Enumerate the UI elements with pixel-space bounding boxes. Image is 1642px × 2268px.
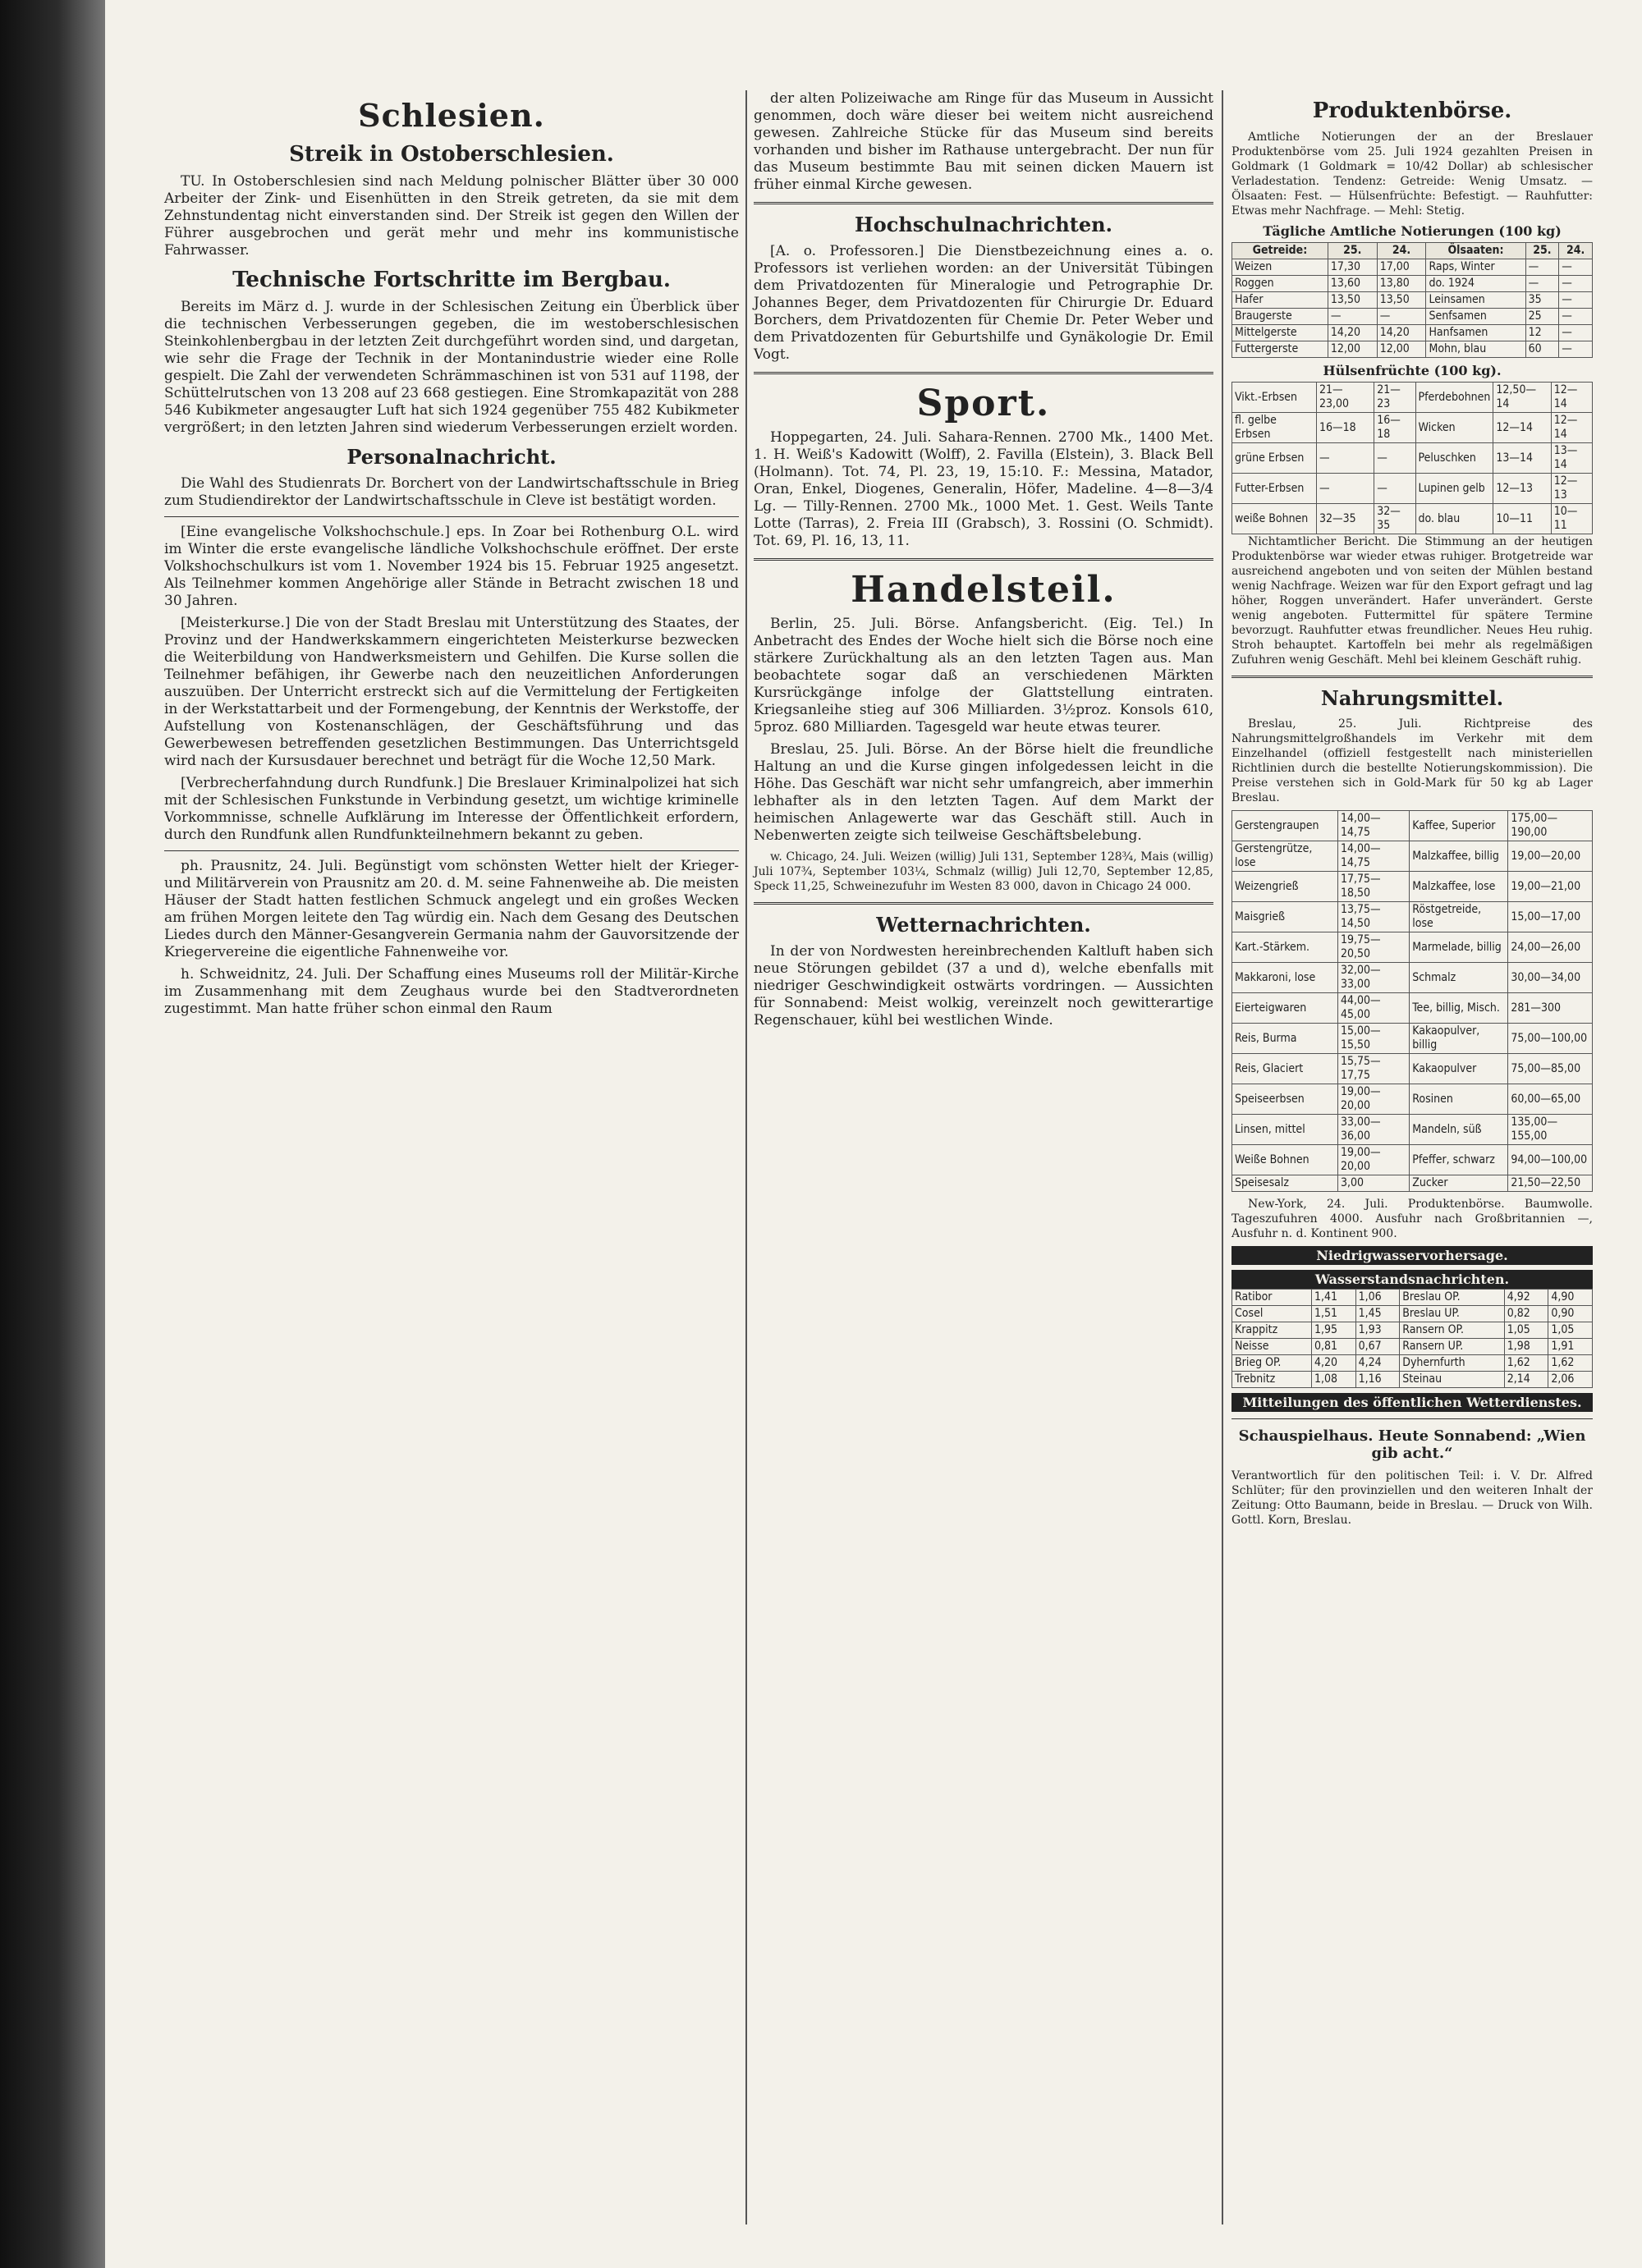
table-cell: Kakaopulver xyxy=(1410,1054,1508,1084)
table-cell: 15,00—15,50 xyxy=(1337,1024,1409,1054)
table-cell: 19,00—20,00 xyxy=(1337,1145,1409,1175)
table-cell: 16—18 xyxy=(1374,413,1415,443)
table-cell: 4,92 xyxy=(1504,1290,1548,1306)
table-cell: 12—13 xyxy=(1493,474,1551,504)
column-header: Getreide: xyxy=(1232,243,1328,259)
table-cell: Mohn, blau xyxy=(1426,341,1525,358)
table-cell: Lupinen gelb xyxy=(1415,474,1493,504)
column-rule-2 xyxy=(1222,90,1223,2224)
table-cell: 1,62 xyxy=(1548,1355,1593,1372)
table-cell: 94,00—100,00 xyxy=(1508,1145,1593,1175)
table-cell: 33,00—36,00 xyxy=(1337,1115,1409,1145)
table-cell: 1,93 xyxy=(1355,1322,1400,1339)
nahrung-intro: Breslau, 25. Juli. Richtpreise des Nahrungsmittelgroßhandels im Verkehr mit dem Einzelhandel (offiziell festgestellt nach ministeriellen Richtlinien durch die bestellte Notierungskommission). Die Preise verstehen sich in Gold-Mark für 50 kg ab Lager Breslau. xyxy=(1232,717,1593,804)
article-wetter: In der von Nordwesten hereinbrechenden Kaltluft haben sich neue Störungen gebildet (37 a und d), welche ebenfalls mit niedriger Geschwindigkeit ostwärts vordringen. — Aussichten für Sonnabend: Meist wolkig, vereinzelt noch gewitterartige Regenschauer, kühl bei westlichen Winde. xyxy=(754,943,1213,1029)
table-cell: 1,05 xyxy=(1548,1322,1593,1339)
table-row xyxy=(1232,474,1593,504)
divider xyxy=(754,372,1213,374)
table-cell: 12—14 xyxy=(1493,413,1551,443)
headline-personal: Personalnachricht. xyxy=(346,445,557,469)
table-cell: Krappitz xyxy=(1232,1322,1312,1339)
table-row xyxy=(1232,1145,1593,1175)
table-cell: 13,50 xyxy=(1377,292,1426,309)
table-cell: 1,62 xyxy=(1504,1355,1548,1372)
table-cell: 1,06 xyxy=(1355,1290,1400,1306)
table-cell: Vikt.-Erbsen xyxy=(1232,383,1317,413)
table-row xyxy=(1232,259,1593,276)
column-header: 25. xyxy=(1525,243,1559,259)
table-row xyxy=(1232,841,1593,872)
table-row xyxy=(1232,443,1593,474)
table-cell: Schmalz xyxy=(1410,963,1508,993)
table-cell: Kaffee, Superior xyxy=(1410,811,1508,841)
article-volkshochschule: [Eine evangelische Volkshochschule.] eps. In Zoar bei Rothenburg O.L. wird im Winter die erste evangelische ländliche Volkshochschule eröffnet. Der erste Volkshochschulkurs ist vom 1. November 1924 bis 15. Februar 1925 angesetzt. Als Teilnehmer kommen Angehörige aller Stände in Betracht zwischen 18 und 30 Jahren. xyxy=(164,524,739,609)
table-cell: 12,50—14 xyxy=(1493,383,1551,413)
grain-table xyxy=(1232,242,1593,358)
table-cell: 12—14 xyxy=(1551,383,1592,413)
divider xyxy=(164,850,739,851)
table-cell: Dyhernfurth xyxy=(1400,1355,1504,1372)
legume-caption: Hülsenfrüchte (100 kg). xyxy=(1323,363,1502,378)
article-sport: Hoppegarten, 24. Juli. Sahara-Rennen. 2700 Mk., 1400 Met. 1. H. Weiß's Kadowitt (Wolff), 2. Favilla (Elstein), 3. Black Bell (Holmann). Tot. 74, Pl. 23, 19, 15:10. F.: Messina, Matador, Oran, Enkel, Diogenes, Generalin, Höfer, Madeline. 4—8—3/4 Lg. — Tilly-Rennen. 2700 Mk., 1000 Met. 1. Gest. Weils Tante Lotte (Tarras), 2. Freia III (Grabsch), 3. Rossini (O. Schmidt). Tot. 69, Pl. 16, 13, 11. xyxy=(754,429,1213,549)
divider xyxy=(754,902,1213,905)
table-row xyxy=(1232,1372,1593,1388)
table-cell: 13,50 xyxy=(1328,292,1377,309)
table-cell: Breslau UP. xyxy=(1400,1306,1504,1322)
table-cell: — xyxy=(1559,309,1593,325)
article-verbrecherfahndung: [Verbrecherfahndung durch Rundfunk.] Die Breslauer Kriminalpolizei hat sich mit der Schlesischen Funkstunde in Verbindung gesetzt, um wichtige kriminelle Vorkommnisse, schnelle Aufklärung im Interesse der Öffentlichkeit erfordern, durch den Rundfunk allen Rundfunkteilnehmern bekannt zu geben. xyxy=(164,775,739,843)
table-cell: Cosel xyxy=(1232,1306,1312,1322)
newyork-baumwolle: New-York, 24. Juli. Produktenbörse. Baumwolle. Tageszufuhren 4000. Ausfuhr nach Großbritannien —, Ausfuhr n. d. Kontinent 900. xyxy=(1232,1198,1593,1240)
table-cell: 16—18 xyxy=(1316,413,1374,443)
table-cell: Makkaroni, lose xyxy=(1232,963,1338,993)
column-header: 24. xyxy=(1377,243,1426,259)
headline-hochschul: Hochschulnachrichten. xyxy=(855,213,1112,236)
table-cell: 17,75—18,50 xyxy=(1337,872,1409,902)
table-cell: Marmelade, billig xyxy=(1410,932,1508,963)
table-cell: — xyxy=(1316,443,1374,474)
table-cell: 0,67 xyxy=(1355,1339,1400,1355)
table-cell: 17,30 xyxy=(1328,259,1377,276)
article-bergbau: Bereits im März d. J. wurde in der Schlesischen Zeitung ein Überblick über die technischen Verbesserungen gegeben, die im westoberschlesischen Steinkohlenbergbau in der letzten Zeit durchgeführt worden sind, und dargetan, wie sehr die Frage der Technik in der Montanindustrie wieder eine Rolle gespielt. Die Zahl der verwendeten Schrämmaschinen ist von 531 auf 1198, der Schüttelrutschen von 13 208 auf 23 668 gestiegen. Eine Stromkapazität von 288 546 Kubikmeter angesaugter Luft hat sich 1924 gegenüber 755 482 Kubikmeter vergrößert; in den letzten Jahren sind wiederum Verbesserungen erzielt worden. xyxy=(164,299,739,436)
table-cell: 12—13 xyxy=(1551,474,1592,504)
section-title-sport: Sport. xyxy=(916,383,1051,424)
table-cell: 32,00—33,00 xyxy=(1337,963,1409,993)
table-cell: 19,00—20,00 xyxy=(1337,1084,1409,1115)
table-cell: Rosinen xyxy=(1410,1084,1508,1115)
table-cell: 12 xyxy=(1525,325,1559,341)
column-right xyxy=(1232,90,1593,1533)
table-cell: 15,75—17,75 xyxy=(1337,1054,1409,1084)
table-row xyxy=(1232,1054,1593,1084)
table-cell: 12—14 xyxy=(1551,413,1592,443)
table-cell: 0,82 xyxy=(1504,1306,1548,1322)
table-row xyxy=(1232,902,1593,932)
column-rule-1 xyxy=(745,90,747,2224)
legume-table xyxy=(1232,382,1593,534)
table-cell: do. blau xyxy=(1415,504,1493,534)
table-cell: 1,08 xyxy=(1312,1372,1356,1388)
table-row xyxy=(1232,1322,1593,1339)
table-cell: Leinsamen xyxy=(1426,292,1525,309)
article-chicago: w. Chicago, 24. Juli. Weizen (willig) Juli 131, September 128¾, Mais (willig) Juli 107¾, September 103¼, Schmalz (willig) Juli 12,70, September 12,85, Speck 11,25, Schweinezufuhr im Westen 83 000, davon in Chicago 24 000. xyxy=(754,850,1213,893)
table-cell: 1,05 xyxy=(1504,1322,1548,1339)
table-cell: 13,80 xyxy=(1377,276,1426,292)
table-cell: 15,00—17,00 xyxy=(1508,902,1593,932)
table-cell: 281—300 xyxy=(1508,993,1593,1024)
table-row xyxy=(1232,872,1593,902)
article-berlin-boerse: Berlin, 25. Juli. Börse. Anfangsbericht. (Eig. Tel.) In Anbetracht des Endes der Woche hielt sich die Börse noch eine stärkere Zurückhaltung als an den letzten Tagen aus. Man beobachtete sogar daß an verschiedenen Märkten Kursrückgänge infolge der Glattstellung eintraten. Kriegsanleihe stieg auf 306 Milliarden. 3½proz. Konsols 610, 5proz. 680 Milliarden. Tagesgeld war heute etwas teurer. xyxy=(754,616,1213,735)
table-row xyxy=(1232,1175,1593,1192)
impressum: Verantwortlich für den politischen Teil: i. V. Dr. Alfred Schlüter; für den provinziellen und den weiteren Inhalt der Zeitung: Otto Baumann, beide in Breslau. — Druck von Wilh. Gottl. Korn, Breslau. xyxy=(1232,1469,1593,1527)
table-cell: 14,00—14,75 xyxy=(1337,811,1409,841)
table-cell: Speiseerbsen xyxy=(1232,1084,1338,1115)
table-cell: Ransern OP. xyxy=(1400,1322,1504,1339)
table-cell: Reis, Glaciert xyxy=(1232,1054,1338,1084)
table-cell: 19,75—20,50 xyxy=(1337,932,1409,963)
headline-wasserstand: Wasserstandsnachrichten. xyxy=(1232,1270,1593,1289)
table-cell: Tee, billig, Misch. xyxy=(1410,993,1508,1024)
column-middle xyxy=(754,90,1213,1034)
headline-streik: Streik in Ostoberschlesien. xyxy=(289,142,614,167)
table-cell: 14,00—14,75 xyxy=(1337,841,1409,872)
table-row xyxy=(1232,1024,1593,1054)
table-row xyxy=(1232,963,1593,993)
table-cell: Gerstengraupen xyxy=(1232,811,1338,841)
table-cell: Futtergerste xyxy=(1232,341,1328,358)
article-museum: der alten Polizeiwache am Ringe für das Museum in Aussicht genommen, doch wäre dieser bei weitem nicht ausreichend gewesen. Zahlreiche Stücke für das Museum sind bereits vorhanden und bisher im Rathause untergebracht. Der nun für das Museum bestimmte Bau mit seinen dicken Mauern ist früher einmal Kirche gewesen. xyxy=(754,90,1213,193)
table-cell: Zucker xyxy=(1410,1175,1508,1192)
table-cell: 1,51 xyxy=(1312,1306,1356,1322)
table-cell: 32—35 xyxy=(1316,504,1374,534)
table-cell: Weiße Bohnen xyxy=(1232,1145,1338,1175)
headline-wetterdienst: Mitteilungen des öffentlichen Wetterdienstes. xyxy=(1232,1393,1593,1412)
table-row xyxy=(1232,292,1593,309)
article-meisterkurse: [Meisterkurse.] Die von der Stadt Breslau mit Unterstützung des Staates, der Provinz und der Handwerkskammern eingerichteten Meisterkurse bezwecken die Weiterbildung von Handwerksmeistern und Gehilfen. Die Kurse sollen die Teilnehmer befähigen, ihr Gewerbe nach den neuzeitlichen Anforderungen auszuüben. Der Unterricht erstreckt sich auf die Vermittelung der Fertigkeiten in der Werkstattarbeit und der Formengebung, der Kenntnis der Werkstoffe, der Aufstellung von Kostenanschlägen, der Geschäftsführung und das Gewerbewesen betreffenden gesetzlichen Bestimmungen. Das Unterrichtsgeld wird nach der Kursusdauer berechnet und beträgt für die Woche 12,50 Mark. xyxy=(164,615,739,769)
table-cell: 10—11 xyxy=(1493,504,1551,534)
table-cell: 35 xyxy=(1525,292,1559,309)
table-cell: 14,20 xyxy=(1377,325,1426,341)
table-row xyxy=(1232,413,1593,443)
table-cell: 0,90 xyxy=(1548,1306,1593,1322)
table-cell: Ratibor xyxy=(1232,1290,1312,1306)
table-cell: — xyxy=(1374,474,1415,504)
table-cell: 13—14 xyxy=(1493,443,1551,474)
table-cell: grüne Erbsen xyxy=(1232,443,1317,474)
nichtamtlicher-bericht: Nichtamtlicher Bericht. Die Stimmung an der heutigen Produktenbörse war wieder etwas ruhiger. Brotgetreide war ausreichend angeboten und von seiten der Mühlen bestand wenig Nachfrage. Weizen war für den Export gefragt und lag höher, Roggen unverändert. Hafer unverändert. Gerste wenig angeboten. Futtermittel für spätere Termine bevorzugt. Rauhfutter etwas freundlicher. Neues Heu ruhig. Stroh behauptet. Kartoffeln bei mehr als regelmäßigen Zufuhren wenig Geschäft. Mehl bei kleinem Geschäft ruhig. xyxy=(1232,535,1593,667)
wasserstand-table xyxy=(1232,1289,1593,1388)
table-cell: Malzkaffee, billig xyxy=(1410,841,1508,872)
table-cell: 60,00—65,00 xyxy=(1508,1084,1593,1115)
table-cell: Gerstengrütze, lose xyxy=(1232,841,1338,872)
table-cell: 21—23,00 xyxy=(1316,383,1374,413)
table-cell: 1,98 xyxy=(1504,1339,1548,1355)
section-title-schlesien: Schlesien. xyxy=(358,97,545,134)
table-cell: — xyxy=(1328,309,1377,325)
table-cell: Peluschken xyxy=(1415,443,1493,474)
produkten-intro: Amtliche Notierungen der an der Breslauer Produktenbörse vom 25. Juli 1924 gezahlten Preisen in Goldmark (1 Goldmark = 10/42 Dollar) ab schlesischer Verladestation. Tendenz: Getreide: Wenig Umsatz. — Ölsaaten: Fest. — Hülsenfrüchte: Befestigt. — Rauhfutter: Etwas mehr Nachfrage. — Mehl: Stetig. xyxy=(1232,131,1593,218)
table-cell: 75,00—85,00 xyxy=(1508,1054,1593,1084)
table-cell: 13—14 xyxy=(1551,443,1592,474)
table-cell: 17,00 xyxy=(1377,259,1426,276)
table-cell: 13,75—14,50 xyxy=(1337,902,1409,932)
table-cell: — xyxy=(1559,325,1593,341)
table-cell: — xyxy=(1374,443,1415,474)
table-row xyxy=(1232,932,1593,963)
table-cell: — xyxy=(1559,259,1593,276)
table-cell: 19,00—21,00 xyxy=(1508,872,1593,902)
table-cell: Mandeln, süß xyxy=(1410,1115,1508,1145)
divider xyxy=(1232,1418,1593,1419)
table-cell: 44,00—45,00 xyxy=(1337,993,1409,1024)
table-cell: — xyxy=(1559,292,1593,309)
table-cell: Ransern UP. xyxy=(1400,1339,1504,1355)
table-cell: 19,00—20,00 xyxy=(1508,841,1593,872)
table-cell: 12,00 xyxy=(1328,341,1377,358)
table-cell: Neisse xyxy=(1232,1339,1312,1355)
scan-edge xyxy=(0,0,105,2268)
table-cell: Linsen, mittel xyxy=(1232,1115,1338,1145)
column-header: 24. xyxy=(1559,243,1593,259)
article-breslau-boerse: Breslau, 25. Juli. Börse. An der Börse hielt die freundliche Haltung an und die Kurse gingen infolgedessen leicht in die Höhe. Das Geschäft war nicht sehr umfangreich, aber immerhin lebhafter als in den letzten Tagen. Auf dem Markt der heimischen Anlagewerte war das Geschäft still. Auch in Nebenwerten zeigte sich teilweise Geschäftsbelebung. xyxy=(754,741,1213,844)
table-row xyxy=(1232,1306,1593,1322)
table-cell: Steinau xyxy=(1400,1372,1504,1388)
table-cell: Malzkaffee, lose xyxy=(1410,872,1508,902)
table-row xyxy=(1232,1084,1593,1115)
table-cell: 1,95 xyxy=(1312,1322,1356,1339)
table-row xyxy=(1232,325,1593,341)
table-cell: 3,00 xyxy=(1337,1175,1409,1192)
headline-niedrigwasser: Niedrigwasservorhersage. xyxy=(1232,1246,1593,1265)
table-row xyxy=(1232,1290,1593,1306)
table-row xyxy=(1232,1355,1593,1372)
table-cell: Pfeffer, schwarz xyxy=(1410,1145,1508,1175)
table-cell: Weizen xyxy=(1232,259,1328,276)
table-cell: do. 1924 xyxy=(1426,276,1525,292)
table-cell: 0,81 xyxy=(1312,1339,1356,1355)
table-cell: — xyxy=(1525,276,1559,292)
article-schweidnitz: h. Schweidnitz, 24. Juli. Der Schaffung eines Museums roll der Militär-Kirche im Zusammenhang mit dem Zeughaus wurde bei den Stadtverordneten zugestimmt. Man hatte früher schon einmal den Raum xyxy=(164,966,739,1017)
divider xyxy=(754,558,1213,561)
table-cell: 1,45 xyxy=(1355,1306,1400,1322)
article-hochschul: [A. o. Professoren.] Die Dienstbezeichnung eines a. o. Professors ist verliehen worden: an der Universität Tübingen dem Privatdozenten für Mineralogie und Petrographie Dr. Johannes Beger, dem Privatdozenten für Chirurgie Dr. Eduard Borchers, dem Privatdozenten für Chemie Dr. Peter Weber und dem Privatdozenten für Geburtshilfe und Gynäkologie Dr. Emil Vogt. xyxy=(754,243,1213,363)
table-cell: — xyxy=(1559,341,1593,358)
table-cell: Speisesalz xyxy=(1232,1175,1338,1192)
headline-wetter: Wetternachrichten. xyxy=(876,913,1091,937)
table-cell: Braugerste xyxy=(1232,309,1328,325)
table-cell: Mittelgerste xyxy=(1232,325,1328,341)
table-cell: 60 xyxy=(1525,341,1559,358)
table-cell: Weizengrieß xyxy=(1232,872,1338,902)
table-cell: — xyxy=(1559,276,1593,292)
table-cell: Brieg OP. xyxy=(1232,1355,1312,1372)
schauspielhaus-notice: Schauspielhaus. Heute Sonnabend: „Wien gib acht.“ xyxy=(1238,1427,1586,1462)
headline-bergbau: Technische Fortschritte im Bergbau. xyxy=(232,268,671,292)
table-cell: 2,14 xyxy=(1504,1372,1548,1388)
section-title-handel: Handelsteil. xyxy=(851,569,1117,611)
column-header: 25. xyxy=(1328,243,1377,259)
table-cell: Maisgrieß xyxy=(1232,902,1338,932)
table-cell: Eierteigwaren xyxy=(1232,993,1338,1024)
table-cell: — xyxy=(1316,474,1374,504)
divider xyxy=(1232,676,1593,678)
table-cell: Kart.-Stärkem. xyxy=(1232,932,1338,963)
table-cell: 30,00—34,00 xyxy=(1508,963,1593,993)
table-row xyxy=(1232,504,1593,534)
table-cell: Futter-Erbsen xyxy=(1232,474,1317,504)
table-cell: 75,00—100,00 xyxy=(1508,1024,1593,1054)
article-personal: Die Wahl des Studienrats Dr. Borchert von der Landwirtschaftsschule in Brieg zum Studiendirektor der Landwirtschaftsschule in Cleve ist bestätigt worden. xyxy=(164,475,739,509)
table-row xyxy=(1232,1115,1593,1145)
table-row xyxy=(1232,309,1593,325)
table-cell: 12,00 xyxy=(1377,341,1426,358)
table-row xyxy=(1232,276,1593,292)
table-cell: 13,60 xyxy=(1328,276,1377,292)
divider xyxy=(754,202,1213,204)
table-cell: 135,00—155,00 xyxy=(1508,1115,1593,1145)
table-cell: 21—23 xyxy=(1374,383,1415,413)
headline-nahrungsmittel: Nahrungsmittel. xyxy=(1320,686,1504,710)
article-prausnitz: ph. Prausnitz, 24. Juli. Begünstigt vom schönsten Wetter hielt der Krieger- und Militärverein von Prausnitz am 20. d. M. seine Fahnenweihe ab. Die meisten Häuser der Stadt hatten festlichen Schmuck angelegt und ein großes Wecken am frühen Morgen leitete den Tag würdig ein. Nach dem Gesang des Deutschen Liedes durch den Männer-Gesangverein Germania nahm der Gauvorsitzende der Kriegervereine die eigentliche Fahnenweihe vor. xyxy=(164,858,739,960)
table-cell: Hanfsamen xyxy=(1426,325,1525,341)
table-row xyxy=(1232,811,1593,841)
table-cell: 25 xyxy=(1525,309,1559,325)
table-cell: Breslau OP. xyxy=(1400,1290,1504,1306)
table-cell: 10—11 xyxy=(1551,504,1592,534)
table-row xyxy=(1232,341,1593,358)
table-cell: Senfsamen xyxy=(1426,309,1525,325)
table-cell: fl. gelbe Erbsen xyxy=(1232,413,1317,443)
table-cell: 1,91 xyxy=(1548,1339,1593,1355)
table-header-row xyxy=(1232,243,1593,259)
table-cell: 14,20 xyxy=(1328,325,1377,341)
table-cell: Pferdebohnen xyxy=(1415,383,1493,413)
table-cell: — xyxy=(1377,309,1426,325)
table-row xyxy=(1232,383,1593,413)
column-left xyxy=(164,90,739,1023)
table-cell: 175,00—190,00 xyxy=(1508,811,1593,841)
newspaper-page xyxy=(105,0,1642,2268)
table-cell: 1,41 xyxy=(1312,1290,1356,1306)
table-cell: 32—35 xyxy=(1374,504,1415,534)
table-cell: 1,16 xyxy=(1355,1372,1400,1388)
grain-caption: Tägliche Amtliche Notierungen (100 kg) xyxy=(1263,223,1562,239)
table-cell: Hafer xyxy=(1232,292,1328,309)
table-cell: 2,06 xyxy=(1548,1372,1593,1388)
table-cell: 24,00—26,00 xyxy=(1508,932,1593,963)
column-header: Ölsaaten: xyxy=(1426,243,1525,259)
table-cell: Wicken xyxy=(1415,413,1493,443)
article-streik: TU. In Ostoberschlesien sind nach Meldung polnischer Blätter über 30 000 Arbeiter der Zink- und Eisenhütten in den Streik getreten, da sie mit dem Zehnstundentag nicht einverstanden sind. Der Streik ist gegen den Willen der Führer ausgebrochen und gerät mehr und mehr ins kommunistische Fahrwasser. xyxy=(164,173,739,259)
table-cell: Reis, Burma xyxy=(1232,1024,1338,1054)
table-cell: Röstgetreide, lose xyxy=(1410,902,1508,932)
table-cell: 21,50—22,50 xyxy=(1508,1175,1593,1192)
table-cell: Roggen xyxy=(1232,276,1328,292)
table-cell: weiße Bohnen xyxy=(1232,504,1317,534)
table-cell: Kakaopulver, billig xyxy=(1410,1024,1508,1054)
nahrung-table xyxy=(1232,810,1593,1192)
table-cell: 4,90 xyxy=(1548,1290,1593,1306)
section-title-produktenboerse: Produktenbörse. xyxy=(1312,99,1512,123)
table-cell: 4,20 xyxy=(1312,1355,1356,1372)
table-cell: Raps, Winter xyxy=(1426,259,1525,276)
table-cell: Trebnitz xyxy=(1232,1372,1312,1388)
divider xyxy=(164,516,739,517)
table-cell: 4,24 xyxy=(1355,1355,1400,1372)
table-row xyxy=(1232,993,1593,1024)
table-cell: — xyxy=(1525,259,1559,276)
table-row xyxy=(1232,1339,1593,1355)
